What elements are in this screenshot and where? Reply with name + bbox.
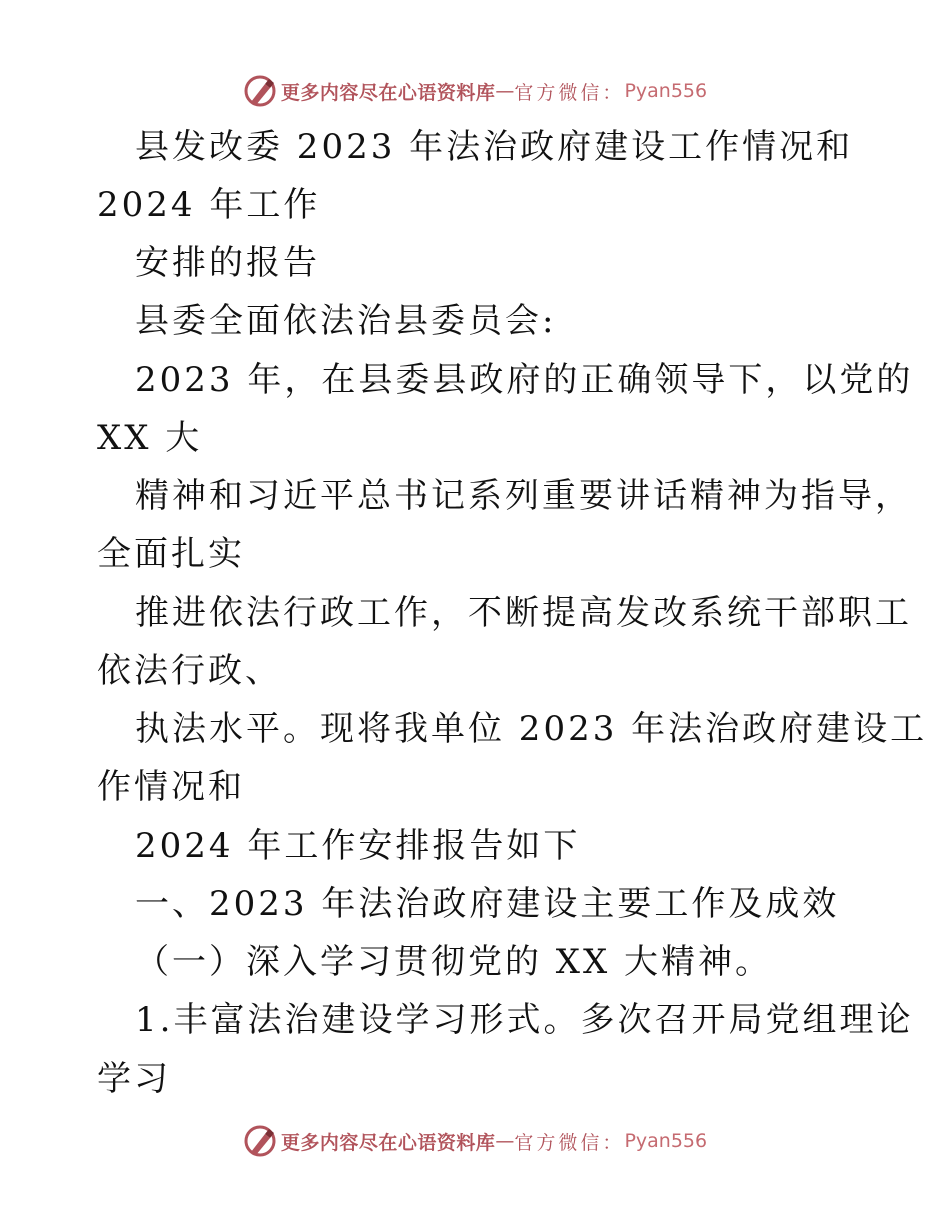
doc-paragraph-line: 2024 年工作安排报告如下 (135, 826, 581, 866)
watermark-text: 更多内容尽在心语资料库 (280, 81, 496, 104)
doc-title-line-2: 2024 年工作 (97, 185, 321, 225)
watermark-banner-top (0, 71, 950, 111)
doc-section-heading: 一、2023 年法治政府建设主要工作及成效 (135, 884, 840, 924)
doc-paragraph-line: 精神和习近平总书记系列重要讲话精神为指导， (135, 476, 912, 516)
doc-paragraph-line: 学习 (97, 1059, 171, 1099)
doc-paragraph-line: 推进依法行政工作，不断提高发改系统干部职工 (135, 593, 912, 633)
doc-paragraph-line: 执法水平。现将我单位 2023 年法治政府建设工 (135, 709, 928, 749)
doc-subsection-heading: （一）深入学习贯彻党的 XX 大精神。 (135, 942, 773, 982)
doc-paragraph-line: 1.丰富法治建设学习形式。多次召开局党组理论 (135, 1000, 914, 1040)
doc-paragraph-line: 作情况和 (97, 767, 245, 807)
doc-paragraph-line: 2023 年，在县委县政府的正确领导下，以党的 (135, 360, 914, 400)
doc-paragraph-line: 依法行政、 (97, 651, 282, 691)
pen-logo-icon (243, 74, 277, 108)
pen-logo-icon (243, 1124, 277, 1158)
watermark-wechat-label: 官方微信： (514, 1131, 625, 1154)
watermark-banner-bottom (0, 1121, 950, 1161)
watermark-wechat-label: 官方微信： (514, 81, 625, 104)
watermark-separator: — (495, 1130, 515, 1152)
watermark-separator: — (495, 80, 515, 102)
doc-paragraph-line: XX 大 (97, 418, 203, 458)
watermark-wechat-id: Pyan556 (624, 80, 708, 102)
doc-paragraph-line: 全面扎实 (97, 534, 245, 574)
doc-title-line-1: 县发改委 2023 年法治政府建设工作情况和 (135, 127, 854, 167)
watermark-wechat-id: Pyan556 (624, 1130, 708, 1152)
doc-salutation: 县委全面依法治县委员会: (135, 301, 557, 341)
doc-title-line-3: 安排的报告 (135, 243, 320, 283)
watermark-text: 更多内容尽在心语资料库 (280, 1131, 496, 1154)
